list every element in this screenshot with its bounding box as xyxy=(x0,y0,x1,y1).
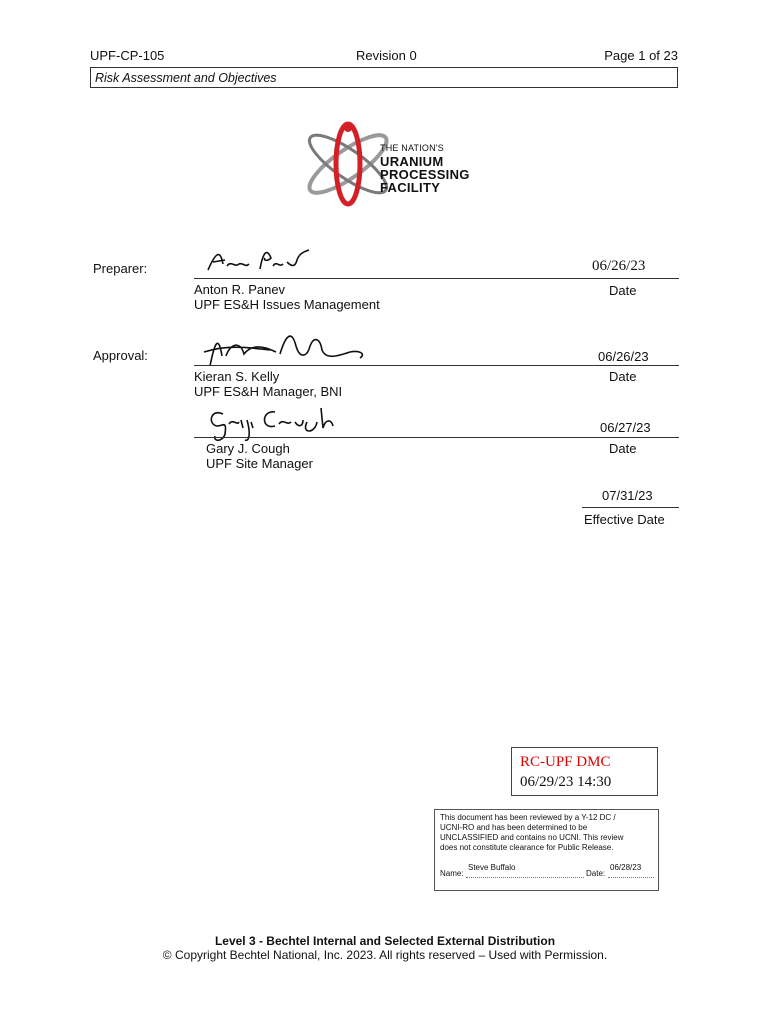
approver-2-date-label: Date xyxy=(609,441,637,456)
approver-1-date: 06/26/23 xyxy=(598,349,649,364)
approver-2-name: Gary J. Cough xyxy=(206,441,290,456)
review-text-line: UNCLASSIFIED and contains no UCNI. This review xyxy=(440,833,624,842)
review-name-line xyxy=(466,877,584,878)
effective-date-label: Effective Date xyxy=(584,512,665,527)
approver-1-signature xyxy=(200,326,370,370)
logo-line-3: PROCESSING xyxy=(380,167,470,182)
review-text-line: This document has been reviewed by a Y-12 DC / xyxy=(440,813,616,822)
preparer-date-label: Date xyxy=(609,283,637,298)
preparer-date: 06/26/23 xyxy=(592,258,646,274)
review-date-line xyxy=(608,877,654,878)
approver-2-block xyxy=(206,441,313,471)
revision-label: Revision 0 xyxy=(356,48,417,63)
document-title: Risk Assessment and Objectives xyxy=(95,71,277,85)
logo-line-4: FACILITY xyxy=(380,180,441,195)
copyright-notice: © Copyright Bechtel National, Inc. 2023. All rights reserved – Used with Permission. xyxy=(162,948,608,962)
dmc-stamp xyxy=(511,747,658,796)
review-date-label: Date: xyxy=(586,869,606,878)
review-name-label: Name: xyxy=(440,869,464,878)
approver-1-date-label: Date xyxy=(609,369,637,384)
classification-review-box xyxy=(434,809,659,891)
approver-2-date: 06/27/23 xyxy=(600,420,651,435)
distribution-level: Level 3 - Bechtel Internal and Selected External Distribution xyxy=(214,934,556,948)
approver-1-block xyxy=(194,369,342,399)
review-signoff-row xyxy=(440,865,653,879)
document-id: UPF-CP-105 xyxy=(90,48,165,63)
approval-label: Approval: xyxy=(93,348,148,363)
page-number: Page 1 of 23 xyxy=(604,48,678,63)
approver-2-signature xyxy=(205,404,345,444)
logo-line-2: URANIUM xyxy=(380,154,444,169)
effective-date: 07/31/23 xyxy=(602,488,653,503)
approver-2-signature-line xyxy=(194,437,679,438)
approver-1-signature-line xyxy=(194,365,679,366)
preparer-label: Preparer: xyxy=(93,261,148,276)
approver-1-title: UPF ES&H Manager, BNI xyxy=(194,384,343,399)
approver-1-name: Kieran S. Kelly xyxy=(194,369,280,384)
preparer-signature xyxy=(205,244,315,278)
preparer-name: Anton R. Panev xyxy=(194,282,286,297)
logo-line-1: THE NATION'S xyxy=(380,143,444,153)
review-text-line: does not constitute clearance for Public Release. xyxy=(440,843,614,852)
approver-2-title: UPF Site Manager xyxy=(206,456,313,471)
logo-wordmark xyxy=(380,142,470,194)
review-text-line: UCNI-RO and has been determined to be xyxy=(440,823,588,832)
document-title-box xyxy=(90,67,678,88)
effective-date-line xyxy=(582,507,679,508)
review-name-value: Steve Buffalo xyxy=(468,863,516,872)
dmc-stamp-title: RC-UPF DMC xyxy=(520,754,611,770)
preparer-signature-line xyxy=(194,278,679,279)
review-date-value: 06/28/23 xyxy=(610,863,642,872)
preparer-title: UPF ES&H Issues Management xyxy=(194,297,380,312)
preparer-block xyxy=(194,282,380,312)
dmc-stamp-timestamp: 06/29/23 14:30 xyxy=(520,774,612,790)
